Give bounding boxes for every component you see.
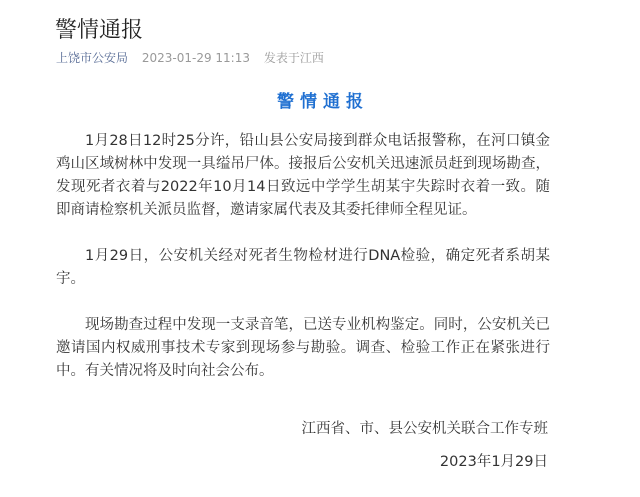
- paragraph: 1月28日12时25分许，铅山县公安局接到群众电话报警称，在河口镇金鸡山区域树林中发现一具缢吊尸体。接报后公安机关迅速派员赶到现场勘查，发现死者衣着与2022年10月14日致远中学学生胡某宇失踪时衣着一致。随即商请检察机关派员监督，邀请家属代表及其委托律师全程见证。: [56, 133, 550, 218]
- article-meta: [56, 50, 324, 66]
- account-name-link[interactable]: 上饶市公安局: [56, 51, 129, 65]
- paragraph: 现场勘查过程中发现一支录音笔，已送专业机构鉴定。同时，公安机关已邀请国内权威刑事技术专家到现场参与勘验。调查、检验工作正在紧张进行中。有关情况将及时向社会公布。: [56, 317, 550, 379]
- publish-location: 发表于江西: [263, 51, 324, 65]
- issuer-signature: 江西省、市、县公安机关联合工作专班: [301, 421, 548, 437]
- issue-date: 2023年1月29日: [439, 454, 548, 470]
- notice-heading: 警情通报: [277, 92, 369, 112]
- article-body: [56, 130, 550, 406]
- publish-time: 2023-01-29 11:13: [141, 51, 250, 65]
- paragraph: 1月29日，公安机关经对死者生物检材进行DNA检验，确定死者系胡某宇。: [56, 248, 550, 287]
- article-title: 警情通报: [55, 18, 144, 43]
